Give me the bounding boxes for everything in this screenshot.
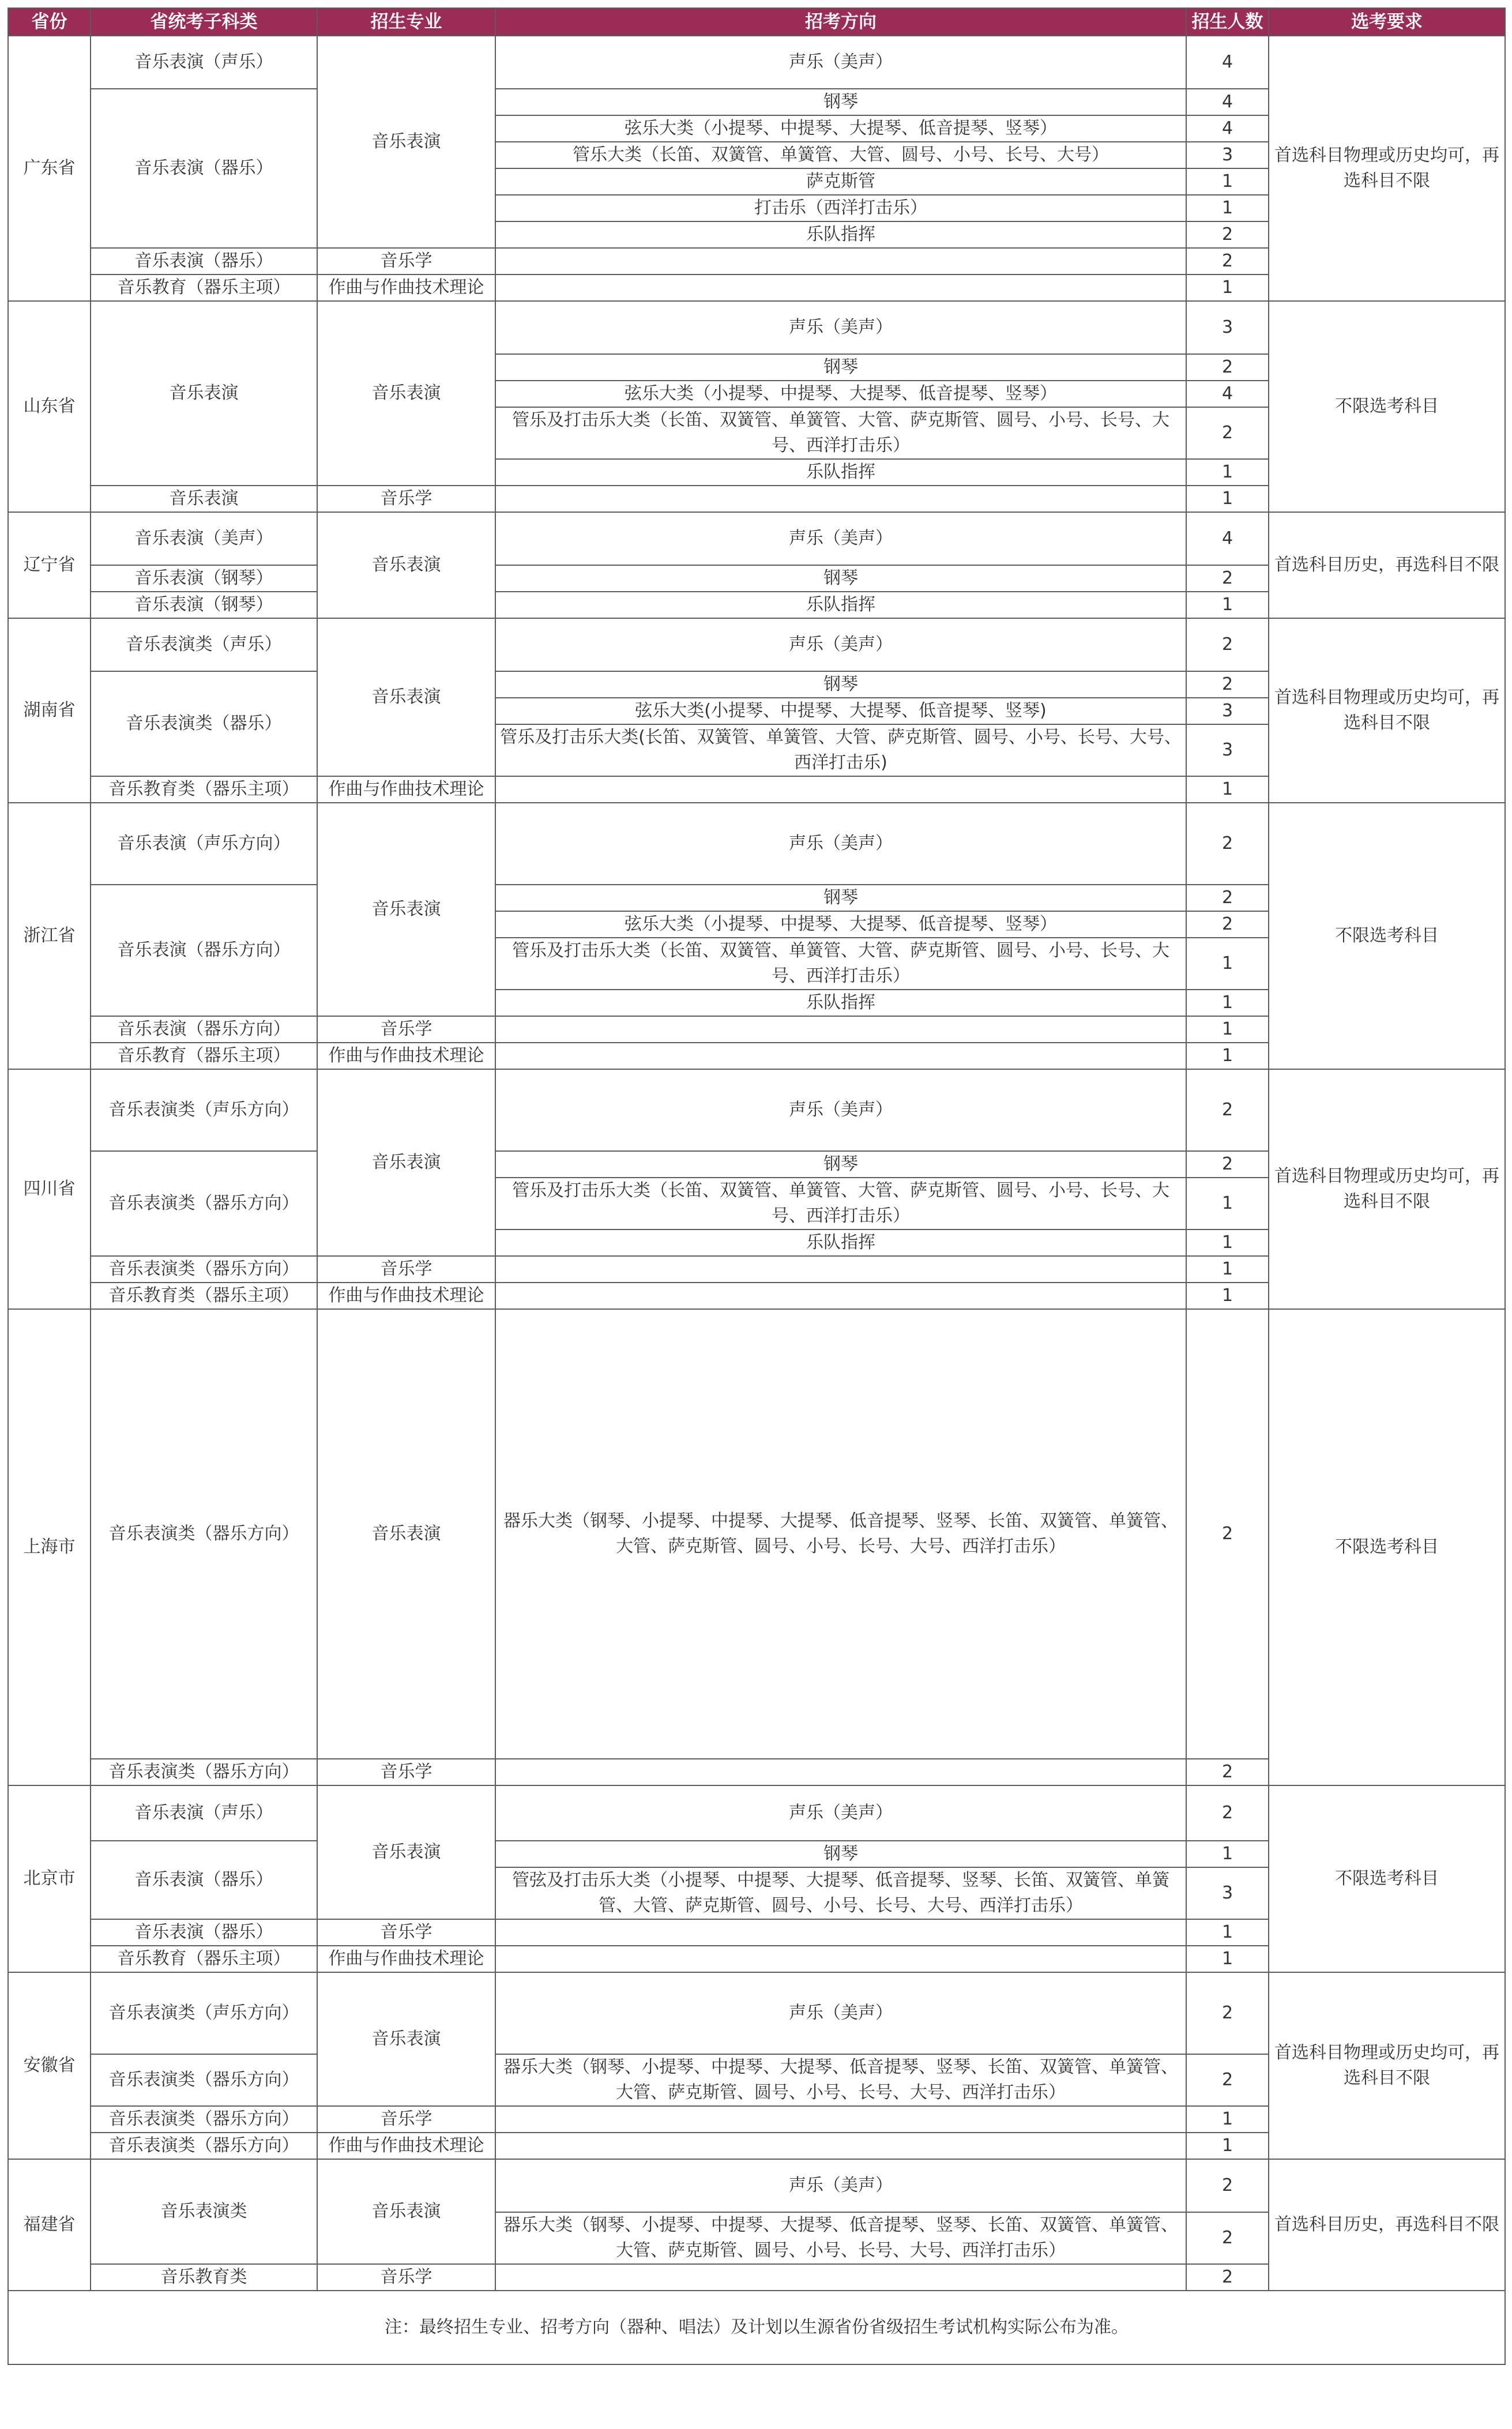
- table-cell: 管弦及打击乐大类（小提琴、中提琴、大提琴、低音提琴、竖琴、长笛、双簧管、单簧管、大管、萨克斯管、圆号、小号、长号、大号、西洋打击乐）: [495, 1867, 1186, 1919]
- table-cell: 音乐表演类（器乐方向）: [91, 2133, 317, 2159]
- footnote: 注：最终招生专业、招考方向（器种、唱法）及计划以生源省份省级招生考试机构实际公布为准。: [8, 2291, 1505, 2364]
- table-cell: 首选科目物理或历史均可，再选科目不限: [1269, 1069, 1505, 1309]
- table-cell: 音乐学: [317, 1016, 495, 1043]
- table-cell: 首选科目物理或历史均可，再选科目不限: [1269, 1972, 1505, 2159]
- table-cell: 1: [1186, 2133, 1269, 2159]
- table-cell: 2: [1186, 565, 1269, 592]
- table-cell: 萨克斯管: [495, 168, 1186, 195]
- table-cell: 乐队指挥: [495, 221, 1186, 248]
- header-row: [8, 8, 1505, 36]
- table-cell: 音乐表演（钢琴）: [91, 592, 317, 618]
- table-cell: 4: [1186, 36, 1269, 89]
- table-cell: 作曲与作曲技术理论: [317, 1283, 495, 1309]
- table-cell: 1: [1186, 1919, 1269, 1946]
- table-cell: 音乐表演: [317, 512, 495, 618]
- table-cell: 1: [1186, 1178, 1269, 1229]
- table-cell: 作曲与作曲技术理论: [317, 1043, 495, 1069]
- table-cell: 乐队指挥: [495, 459, 1186, 486]
- table-row: [8, 1972, 1505, 2054]
- table-cell: 音乐教育类（器乐主项）: [91, 1283, 317, 1309]
- table-cell: [495, 1256, 1186, 1283]
- table-cell: 音乐表演（器乐）: [91, 1919, 317, 1946]
- header-subject-requirement: 选考要求: [1269, 8, 1505, 36]
- table-cell: 声乐（美声）: [495, 36, 1186, 89]
- table-cell: 首选科目历史，再选科目不限: [1269, 2159, 1505, 2291]
- table-row: [8, 2159, 1505, 2212]
- table-cell: 1: [1186, 1841, 1269, 1867]
- table-cell: 音乐表演（器乐方向）: [91, 885, 317, 1016]
- table-cell: 2: [1186, 221, 1269, 248]
- table-cell: 音乐学: [317, 1759, 495, 1785]
- table-cell: 作曲与作曲技术理论: [317, 2133, 495, 2159]
- table-cell: 音乐表演类（器乐方向）: [91, 1256, 317, 1283]
- table-row: [8, 1309, 1505, 1759]
- table-cell: 音乐表演（器乐方向）: [91, 1016, 317, 1043]
- table-cell: 3: [1186, 1867, 1269, 1919]
- table-cell: 音乐表演类（器乐）: [91, 671, 317, 776]
- table-cell: 2: [1186, 618, 1269, 671]
- table-cell: 音乐表演: [91, 301, 317, 486]
- table-row: [8, 1785, 1505, 1841]
- table-cell: 作曲与作曲技术理论: [317, 776, 495, 803]
- table-cell: 音乐表演（钢琴）: [91, 565, 317, 592]
- table-cell: 音乐表演类（器乐方向）: [91, 1151, 317, 1256]
- table-row: [8, 512, 1505, 565]
- table-cell: 1: [1186, 938, 1269, 990]
- table-cell: 首选科目物理或历史均可，再选科目不限: [1269, 618, 1505, 803]
- table-cell: 音乐表演（声乐）: [91, 1785, 317, 1841]
- table-cell: 器乐大类（钢琴、小提琴、中提琴、大提琴、低音提琴、竖琴、长笛、双簧管、单簧管、大管、萨克斯管、圆号、小号、长号、大号、西洋打击乐）: [495, 2054, 1186, 2106]
- table-cell: 弦乐大类（小提琴、中提琴、大提琴、低音提琴、竖琴）: [495, 911, 1186, 938]
- table-cell: 首选科目历史，再选科目不限: [1269, 512, 1505, 618]
- table-cell: 首选科目物理或历史均可，再选科目不限: [1269, 36, 1505, 301]
- table-cell: 2: [1186, 1151, 1269, 1178]
- table-cell: 音乐表演（美声）: [91, 512, 317, 565]
- table-cell: 音乐教育（器乐主项）: [91, 275, 317, 301]
- table-cell: [495, 776, 1186, 803]
- table-cell: 音乐表演: [317, 36, 495, 248]
- table-cell: [495, 2264, 1186, 2291]
- table-cell: 2: [1186, 354, 1269, 381]
- table-cell: 音乐表演类（声乐方向）: [91, 1972, 317, 2054]
- header-direction: 招考方向: [495, 8, 1186, 36]
- table-cell: [495, 1919, 1186, 1946]
- table-cell: 作曲与作曲技术理论: [317, 1946, 495, 1972]
- table-cell: 音乐表演: [317, 1785, 495, 1919]
- table-cell: 钢琴: [495, 565, 1186, 592]
- table-cell: 2: [1186, 1759, 1269, 1785]
- table-cell: 音乐学: [317, 2264, 495, 2291]
- table-cell: 1: [1186, 1283, 1269, 1309]
- table-cell: 器乐大类（钢琴、小提琴、中提琴、大提琴、低音提琴、竖琴、长笛、双簧管、单簧管、大管、萨克斯管、圆号、小号、长号、大号、西洋打击乐）: [495, 2212, 1186, 2264]
- table-cell: [495, 1759, 1186, 1785]
- table-body: [8, 36, 1505, 2291]
- table-cell: 声乐（美声）: [495, 1069, 1186, 1151]
- table-cell: 音乐表演: [317, 803, 495, 1016]
- table-cell: 钢琴: [495, 89, 1186, 115]
- table-cell: 乐队指挥: [495, 990, 1186, 1016]
- table-cell: 四川省: [8, 1069, 91, 1309]
- table-footer: [8, 2291, 1505, 2364]
- table-cell: 不限选考科目: [1269, 1785, 1505, 1972]
- table-cell: 音乐表演类（声乐方向）: [91, 1069, 317, 1151]
- table-cell: 音乐学: [317, 2106, 495, 2133]
- table-cell: 音乐表演类（器乐方向）: [91, 2106, 317, 2133]
- table-cell: 音乐表演类: [91, 2159, 317, 2264]
- table-cell: 音乐表演类（器乐方向）: [91, 1759, 317, 1785]
- table-cell: 打击乐（西洋打击乐）: [495, 195, 1186, 221]
- table-cell: 福建省: [8, 2159, 91, 2291]
- table-cell: 3: [1186, 698, 1269, 724]
- table-cell: 2: [1186, 911, 1269, 938]
- table-cell: 1: [1186, 2106, 1269, 2133]
- table-cell: 乐队指挥: [495, 1229, 1186, 1256]
- table-cell: 钢琴: [495, 885, 1186, 911]
- table-cell: 管乐及打击乐大类(长笛、双簧管、单簧管、大管、萨克斯管、圆号、小号、长号、大号、西洋打击乐): [495, 724, 1186, 776]
- header-major: 招生专业: [317, 8, 495, 36]
- table-cell: 钢琴: [495, 671, 1186, 698]
- table-cell: 2: [1186, 2159, 1269, 2212]
- table-cell: 1: [1186, 275, 1269, 301]
- table-cell: 1: [1186, 195, 1269, 221]
- table-cell: 2: [1186, 2264, 1269, 2291]
- table-cell: 器乐大类（钢琴、小提琴、中提琴、大提琴、低音提琴、竖琴、长笛、双簧管、单簧管、大管、萨克斯管、圆号、小号、长号、大号、西洋打击乐）: [495, 1309, 1186, 1759]
- table-cell: 音乐教育（器乐主项）: [91, 1043, 317, 1069]
- table-cell: 音乐表演: [317, 618, 495, 776]
- table-cell: 1: [1186, 1043, 1269, 1069]
- table-cell: 1: [1186, 776, 1269, 803]
- table-cell: 不限选考科目: [1269, 1309, 1505, 1785]
- table-cell: [495, 248, 1186, 275]
- table-cell: 1: [1186, 486, 1269, 512]
- table-cell: [495, 1946, 1186, 1972]
- table-cell: 管乐大类（长笛、双簧管、单簧管、大管、圆号、小号、长号、大号）: [495, 142, 1186, 168]
- table-cell: 钢琴: [495, 354, 1186, 381]
- table-cell: 2: [1186, 407, 1269, 459]
- table-cell: 1: [1186, 459, 1269, 486]
- table-cell: [495, 2133, 1186, 2159]
- header-quota: 招生人数: [1186, 8, 1269, 36]
- table-cell: 音乐教育类（器乐主项）: [91, 776, 317, 803]
- table-cell: 声乐（美声）: [495, 2159, 1186, 2212]
- table-cell: 音乐学: [317, 486, 495, 512]
- table-cell: 辽宁省: [8, 512, 91, 618]
- table-cell: 1: [1186, 592, 1269, 618]
- table-cell: 2: [1186, 2212, 1269, 2264]
- table-cell: 音乐表演类（器乐方向）: [91, 2054, 317, 2106]
- table-cell: 浙江省: [8, 803, 91, 1069]
- table-cell: 钢琴: [495, 1151, 1186, 1178]
- table-cell: 2: [1186, 1972, 1269, 2054]
- table-cell: 音乐表演（器乐）: [91, 89, 317, 248]
- table-cell: 弦乐大类（小提琴、中提琴、大提琴、低音提琴、竖琴）: [495, 115, 1186, 142]
- table-cell: 4: [1186, 381, 1269, 407]
- table-cell: 音乐学: [317, 1919, 495, 1946]
- table-cell: 1: [1186, 1016, 1269, 1043]
- header-province: 省份: [8, 8, 91, 36]
- table-row: [8, 803, 1505, 885]
- table-cell: 管乐及打击乐大类（长笛、双簧管、单簧管、大管、萨克斯管、圆号、小号、长号、大号、西洋打击乐）: [495, 1178, 1186, 1229]
- table-cell: 音乐学: [317, 248, 495, 275]
- table-cell: 音乐教育（器乐主项）: [91, 1946, 317, 1972]
- table-row: [8, 1069, 1505, 1151]
- table-cell: 音乐表演: [317, 1069, 495, 1256]
- table-cell: 湖南省: [8, 618, 91, 803]
- note-row: [8, 2291, 1505, 2364]
- table-cell: 管乐及打击乐大类（长笛、双簧管、单簧管、大管、萨克斯管、圆号、小号、长号、大号、西洋打击乐）: [495, 938, 1186, 990]
- table-cell: 山东省: [8, 301, 91, 512]
- table-cell: 音乐学: [317, 1256, 495, 1283]
- table-cell: 声乐（美声）: [495, 1972, 1186, 2054]
- table-cell: 2: [1186, 248, 1269, 275]
- table-cell: 声乐（美声）: [495, 301, 1186, 354]
- table-cell: 不限选考科目: [1269, 301, 1505, 512]
- table-row: [8, 301, 1505, 354]
- table-row: [8, 618, 1505, 671]
- table-cell: 音乐表演: [317, 1309, 495, 1759]
- table-cell: 2: [1186, 1069, 1269, 1151]
- table-cell: 2: [1186, 2054, 1269, 2106]
- table-cell: [495, 275, 1186, 301]
- table-cell: 音乐教育类: [91, 2264, 317, 2291]
- table-cell: [495, 486, 1186, 512]
- table-cell: 音乐表演类（器乐方向）: [91, 1309, 317, 1759]
- table-cell: 音乐表演: [91, 486, 317, 512]
- table-cell: 1: [1186, 1256, 1269, 1283]
- table-cell: 声乐（美声）: [495, 803, 1186, 885]
- table-cell: 4: [1186, 89, 1269, 115]
- table-cell: 2: [1186, 1785, 1269, 1841]
- table-cell: 声乐（美声）: [495, 512, 1186, 565]
- table-cell: 2: [1186, 885, 1269, 911]
- table-cell: 音乐表演类（声乐）: [91, 618, 317, 671]
- table-cell: 音乐表演（器乐）: [91, 1841, 317, 1919]
- table-cell: 钢琴: [495, 1841, 1186, 1867]
- table-cell: 不限选考科目: [1269, 803, 1505, 1069]
- table-cell: 上海市: [8, 1309, 91, 1785]
- table-cell: 管乐及打击乐大类（长笛、双簧管、单簧管、大管、萨克斯管、圆号、小号、长号、大号、西洋打击乐）: [495, 407, 1186, 459]
- table-cell: 4: [1186, 115, 1269, 142]
- table-cell: 作曲与作曲技术理论: [317, 275, 495, 301]
- table-cell: 1: [1186, 1229, 1269, 1256]
- table-cell: 3: [1186, 301, 1269, 354]
- table-cell: [495, 1283, 1186, 1309]
- table-cell: 1: [1186, 990, 1269, 1016]
- table-cell: 音乐表演: [317, 301, 495, 486]
- table-header: [8, 8, 1505, 36]
- table-cell: 2: [1186, 671, 1269, 698]
- table-row: [8, 36, 1505, 89]
- table-cell: 声乐（美声）: [495, 618, 1186, 671]
- table-cell: 安徽省: [8, 1972, 91, 2159]
- table-cell: 乐队指挥: [495, 592, 1186, 618]
- enrollment-table: [7, 7, 1506, 2365]
- table-cell: 3: [1186, 142, 1269, 168]
- table-cell: 北京市: [8, 1785, 91, 1972]
- table-cell: 弦乐大类（小提琴、中提琴、大提琴、低音提琴、竖琴）: [495, 381, 1186, 407]
- table-cell: [495, 1016, 1186, 1043]
- table-cell: 音乐表演: [317, 2159, 495, 2264]
- table-cell: [495, 1043, 1186, 1069]
- table-cell: 音乐表演（声乐）: [91, 36, 317, 89]
- table-cell: 3: [1186, 724, 1269, 776]
- table-cell: 音乐表演（器乐）: [91, 248, 317, 275]
- table-cell: 广东省: [8, 36, 91, 301]
- header-subcategory: 省统考子科类: [91, 8, 317, 36]
- table-cell: 1: [1186, 1946, 1269, 1972]
- table-cell: 声乐（美声）: [495, 1785, 1186, 1841]
- table-cell: 弦乐大类(小提琴、中提琴、大提琴、低音提琴、竖琴): [495, 698, 1186, 724]
- table-cell: 1: [1186, 168, 1269, 195]
- table-cell: 音乐表演（声乐方向）: [91, 803, 317, 885]
- table-cell: 4: [1186, 512, 1269, 565]
- table-cell: 音乐表演: [317, 1972, 495, 2106]
- table-cell: 2: [1186, 1309, 1269, 1759]
- table-cell: [495, 2106, 1186, 2133]
- table-cell: 2: [1186, 803, 1269, 885]
